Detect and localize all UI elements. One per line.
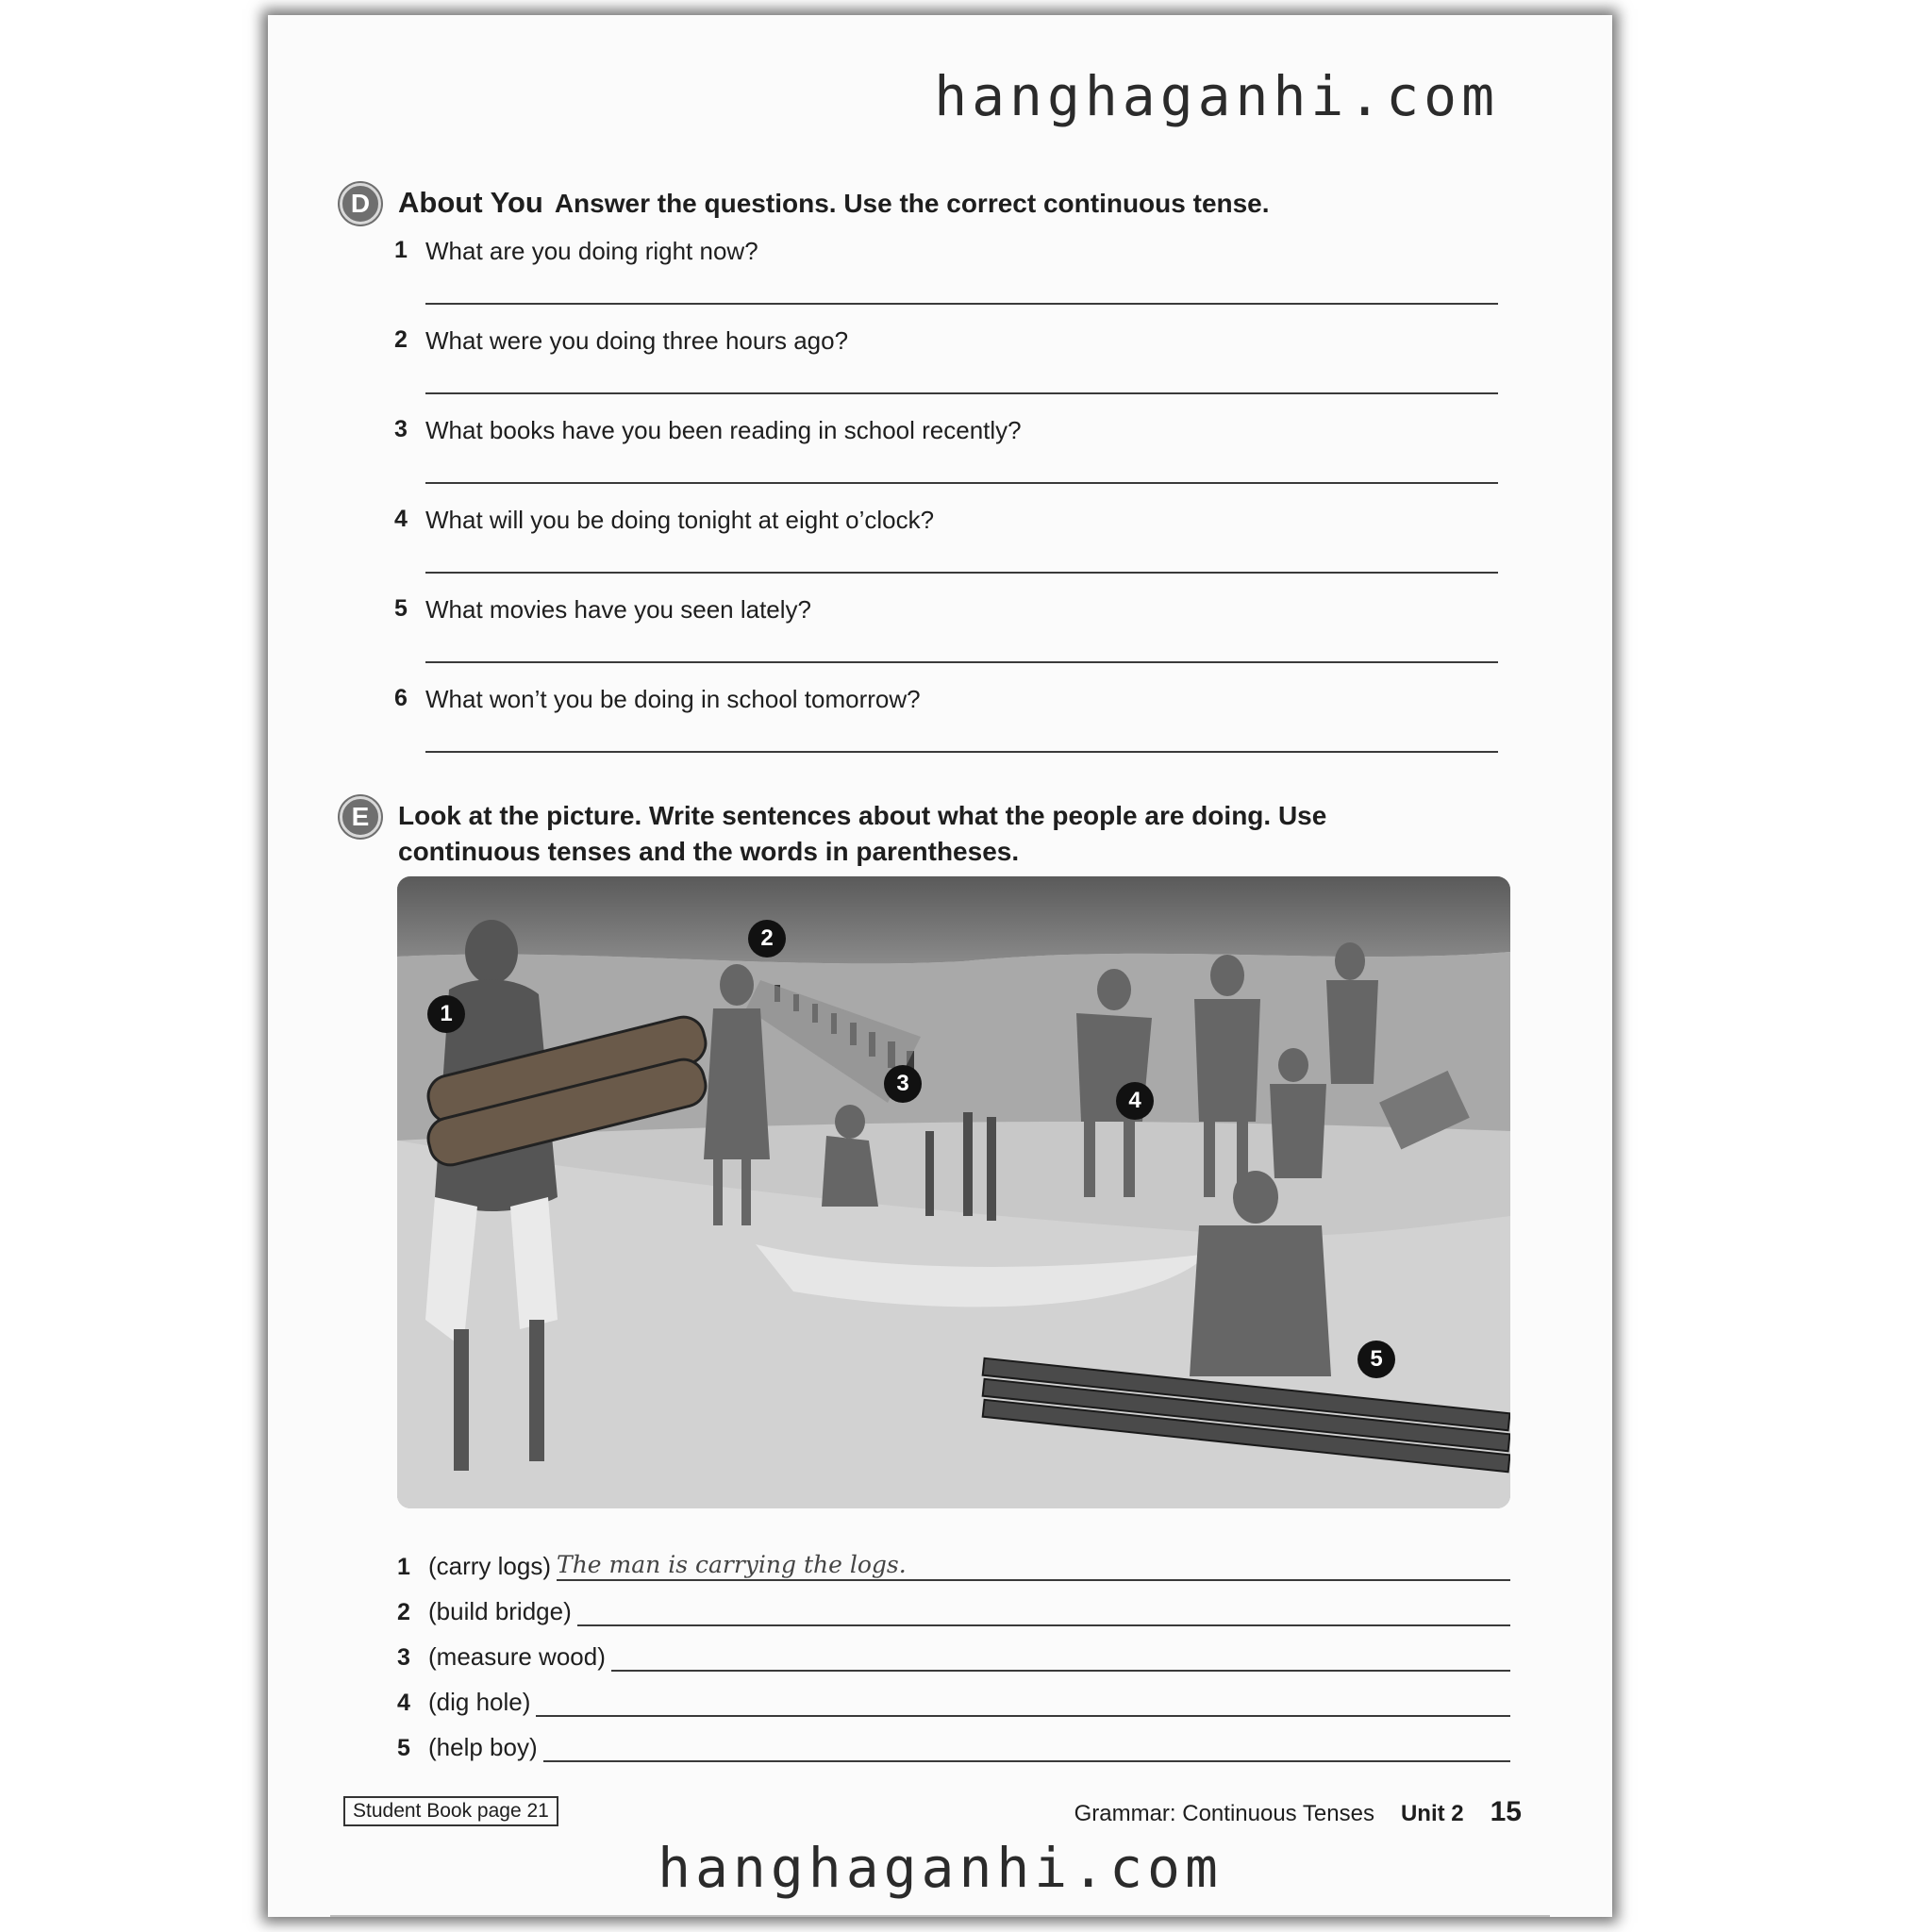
question-text: What won’t you be doing in school tomorrow? [425, 685, 921, 713]
answer-line[interactable] [425, 572, 1498, 574]
item-hint: (help boy) [428, 1733, 538, 1761]
answer-line[interactable] [425, 751, 1498, 753]
footer-topic: Grammar: Continuous Tenses [1074, 1801, 1374, 1826]
answer-line[interactable] [536, 1687, 1510, 1717]
bridge-building-illustration [397, 876, 1510, 1508]
exercise-e-item-2 [397, 1594, 1510, 1626]
item-hint: (carry logs) [428, 1552, 552, 1580]
answer-line[interactable] [543, 1732, 1510, 1762]
question-number: 4 [394, 506, 408, 532]
item-number: 1 [397, 1554, 410, 1580]
page-footer [1074, 1796, 1522, 1828]
question-text: What movies have you seen lately? [425, 595, 811, 624]
answer-line[interactable] [611, 1641, 1510, 1672]
question-text: What were you doing three hours ago? [425, 326, 849, 355]
item-number: 2 [397, 1599, 410, 1625]
footer-unit: Unit 2 [1400, 1801, 1464, 1826]
question-number: 5 [394, 595, 408, 622]
exercise-e-item-3 [397, 1640, 1510, 1672]
answer-line[interactable] [425, 661, 1498, 663]
item-hint: (build bridge) [428, 1597, 572, 1625]
section-d-title: About You [398, 186, 543, 219]
exercise-e-item-5 [397, 1730, 1510, 1762]
answer-line[interactable] [425, 482, 1498, 484]
marker-2: 2 [748, 920, 786, 958]
section-e-header [340, 798, 1436, 870]
section-d-instruction: Answer the questions. Use the correct continuous tense. [554, 189, 1270, 218]
question-number: 1 [394, 237, 408, 263]
marker-3: 3 [884, 1065, 922, 1103]
exercise-e-item-4 [397, 1685, 1510, 1717]
section-d-header [340, 185, 1270, 225]
section-e-badge: E [340, 796, 381, 838]
answer-line[interactable] [425, 303, 1498, 305]
page-number: 15 [1490, 1796, 1522, 1827]
question-text: What will you be doing tonight at eight o’clock? [425, 506, 935, 534]
marker-4: 4 [1116, 1082, 1154, 1120]
question-number: 2 [394, 326, 408, 353]
watermark-bottom: hanghaganhi.com [658, 1836, 1223, 1900]
item-hint: (dig hole) [428, 1688, 531, 1716]
question-text: What are you doing right now? [425, 237, 758, 265]
section-e-instruction: Look at the picture. Write sentences about what the people are doing. Use continuous tenses and the words in parentheses. [398, 801, 1327, 866]
student-book-reference: Student Book page 21 [343, 1796, 558, 1826]
section-d-badge: D [340, 183, 381, 225]
question-text: What books have you been reading in school recently? [425, 416, 1022, 444]
exercise-e-item-1 [397, 1549, 1510, 1581]
watermark-top: hanghaganhi.com [934, 64, 1499, 128]
workbook-page [268, 15, 1612, 1917]
answer-line[interactable] [577, 1596, 1510, 1626]
item-hint: (measure wood) [428, 1642, 606, 1671]
question-number: 3 [394, 416, 408, 442]
item-number: 4 [397, 1690, 410, 1716]
marker-5: 5 [1357, 1341, 1395, 1378]
answer-line[interactable] [425, 392, 1498, 394]
answer-line[interactable]: The man is carrying the logs. [557, 1551, 1510, 1581]
bottom-divider [330, 1915, 1550, 1917]
question-number: 6 [394, 685, 408, 711]
section-d-heading [398, 185, 1270, 222]
marker-1: 1 [427, 995, 465, 1033]
item-number: 5 [397, 1735, 410, 1761]
illustration-drawing [397, 876, 1510, 1508]
item-number: 3 [397, 1644, 410, 1671]
